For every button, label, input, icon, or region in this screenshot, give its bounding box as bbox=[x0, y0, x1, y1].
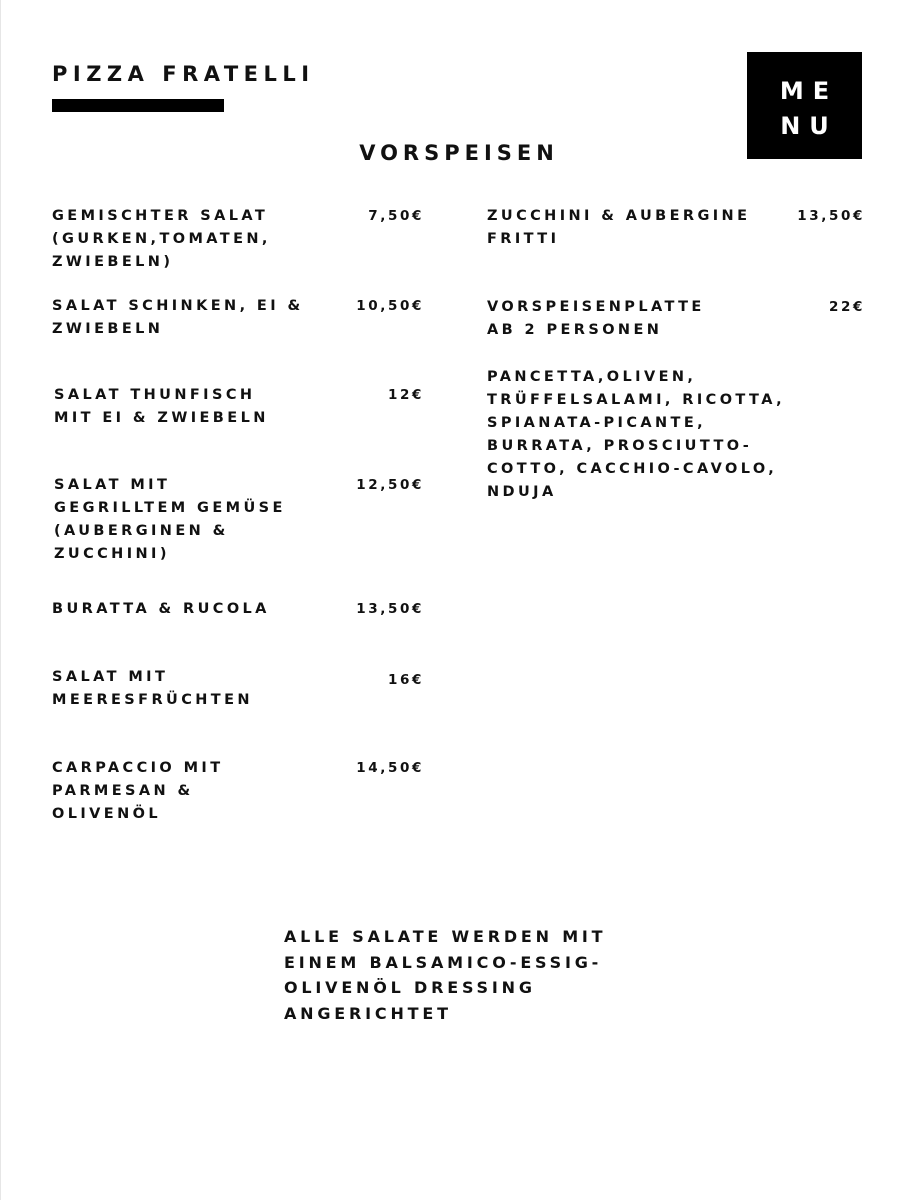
platter-description: PANCETTA,OLIVEN, TRÜFFELSALAMI, RICOTTA, SPIANATA-PICANTE, BURRATA, PROSCIUTTO- COTTO, CACCHIO-CAVOLO, NDUJA bbox=[487, 369, 786, 500]
menu-item-price: 13,50€ bbox=[797, 208, 865, 224]
menu-item-name: SALAT SCHINKEN, EI & ZWIEBELN bbox=[52, 298, 304, 337]
salad-dressing-note: ALLE SALATE WERDEN MIT EINEM BALSAMICO-ESSIG- OLIVENÖL DRESSING ANGERICHTET bbox=[284, 927, 607, 1023]
menu-item-price: 7,50€ bbox=[368, 208, 424, 224]
menu-item-price: 22€ bbox=[829, 299, 865, 315]
menu-item-name: BURATTA & RUCOLA bbox=[52, 601, 270, 617]
menu-item-price: 13,50€ bbox=[356, 601, 424, 617]
menu-item-name: SALAT THUNFISCH MIT EI & ZWIEBELN bbox=[54, 387, 269, 426]
menu-badge-line2: NU bbox=[780, 112, 838, 140]
page-border bbox=[0, 0, 1, 1200]
menu-item-name: GEMISCHTER SALAT (GURKEN,TOMATEN, ZWIEBELN) bbox=[52, 208, 271, 270]
menu-item-price: 16€ bbox=[388, 672, 424, 688]
menu-item-price: 10,50€ bbox=[356, 298, 424, 314]
menu-item-name: VORSPEISENPLATTE AB 2 PERSONEN bbox=[487, 299, 705, 338]
menu-item-price: 12,50€ bbox=[356, 477, 424, 493]
menu-badge-line1: ME bbox=[779, 77, 839, 105]
menu-item-name: SALAT MIT MEERESFRÜCHTEN bbox=[52, 669, 253, 708]
menu-item-name: SALAT MIT GEGRILLTEM GEMÜSE (AUBERGINEN & ZUCCHINI) bbox=[54, 477, 286, 562]
restaurant-name: PIZZA FRATELLI bbox=[52, 62, 315, 86]
section-title: VORSPEISEN bbox=[359, 141, 559, 165]
menu-item-price: 12€ bbox=[388, 387, 424, 403]
menu-item-name: ZUCCHINI & AUBERGINE FRITTI bbox=[487, 208, 751, 247]
menu-item-price: 14,50€ bbox=[356, 760, 424, 776]
menu-item-name: CARPACCIO MIT PARMESAN & OLIVENÖL bbox=[52, 760, 224, 822]
brand-underline-bar bbox=[52, 99, 224, 112]
